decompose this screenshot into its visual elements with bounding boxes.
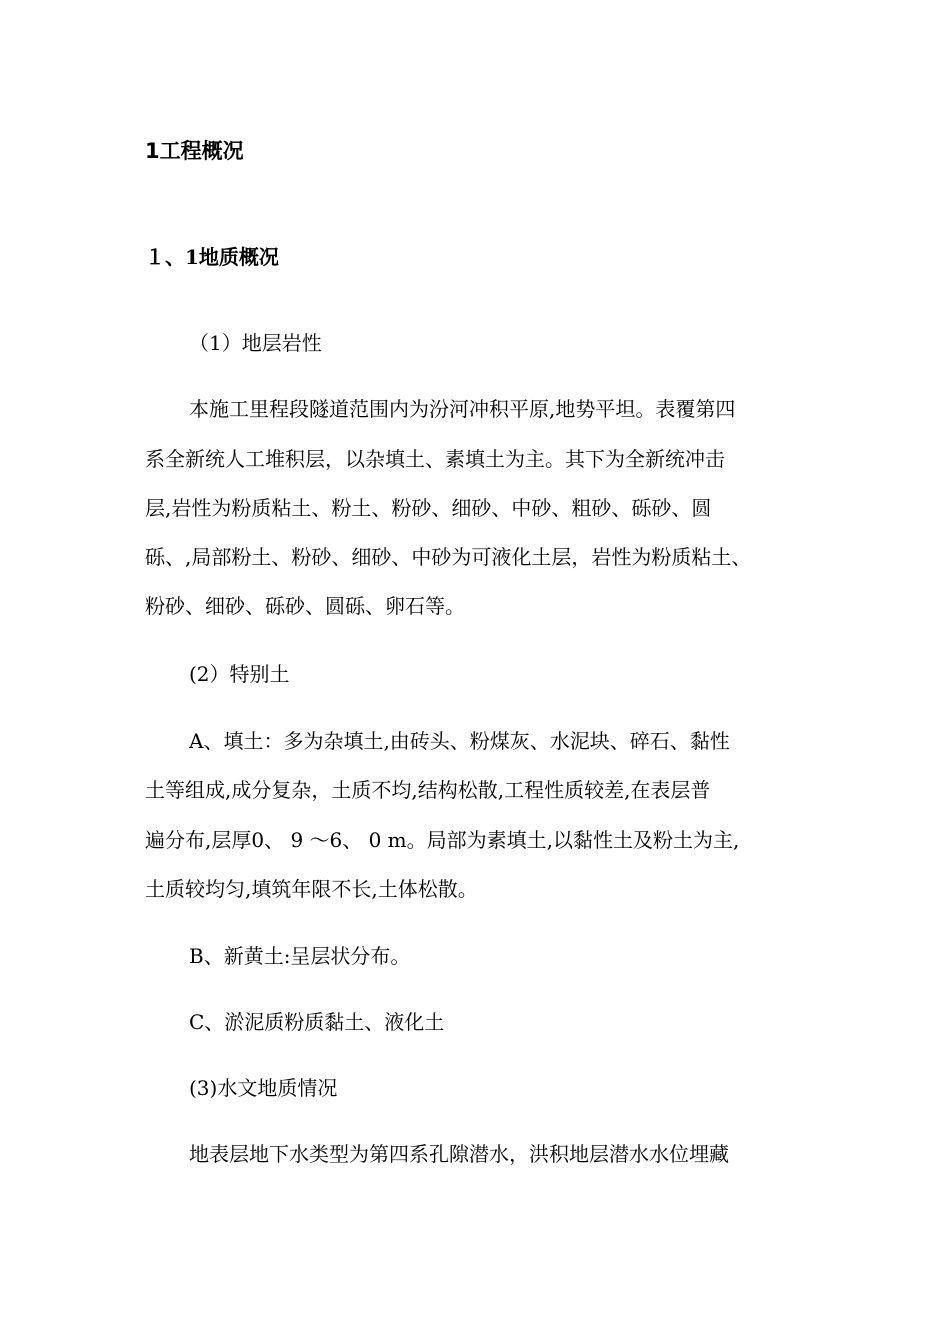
list-item-c: C、淤泥质粉质黏土、液化土 bbox=[189, 1010, 445, 1034]
subsection-title-strata: （1）地层岩性 bbox=[189, 331, 322, 355]
paragraph-line: 系全新统人工堆积层，以杂填土、素填土为主。其下为全新统冲击 bbox=[145, 447, 725, 471]
paragraph-line: 地表层地下水类型为第四系孔隙潜水，洪积地层潜水水位埋藏 bbox=[189, 1142, 729, 1166]
subsection-title-hydrogeology: (3)水文地质情况 bbox=[189, 1076, 338, 1100]
paragraph-line: 层,岩性为粉质粘土、粉土、粉砂、细砂、中砂、粗砂、砾砂、圆 bbox=[145, 496, 712, 520]
paragraph-line: 土等组成,成分复杂，土质不均,结构松散,工程性质较差,在表层普 bbox=[145, 778, 711, 802]
chapter-heading: 1工程概况 bbox=[145, 139, 244, 163]
paragraph-line: 本施工里程段隧道范围内为汾河冲积平原,地势平坦。表覆第四 bbox=[189, 397, 736, 421]
paragraph-line: A、填土：多为杂填土,由砖头、粉煤灰、水泥块、碎石、黏性 bbox=[189, 729, 730, 753]
paragraph-line: 粉砂、细砂、砾砂、圆砾、卵石等。 bbox=[145, 594, 465, 618]
paragraph-line: 砾、,局部粉土、粉砂、细砂、中砂为可液化土层，岩性为粉质粘土、 bbox=[145, 545, 752, 569]
paragraph-line: 遍分布,层厚0、 9 ～6、 0 m。局部为素填土,以黏性土及粉土为主, bbox=[145, 828, 740, 852]
paragraph-line: 土质较均匀,填筑年限不长,土体松散。 bbox=[145, 877, 478, 901]
list-item-b: B、新黄土:呈层状分布。 bbox=[189, 944, 411, 968]
subsection-title-special-soil: (2）特别土 bbox=[189, 662, 290, 686]
section-heading: １、1地质概况 bbox=[145, 245, 279, 269]
